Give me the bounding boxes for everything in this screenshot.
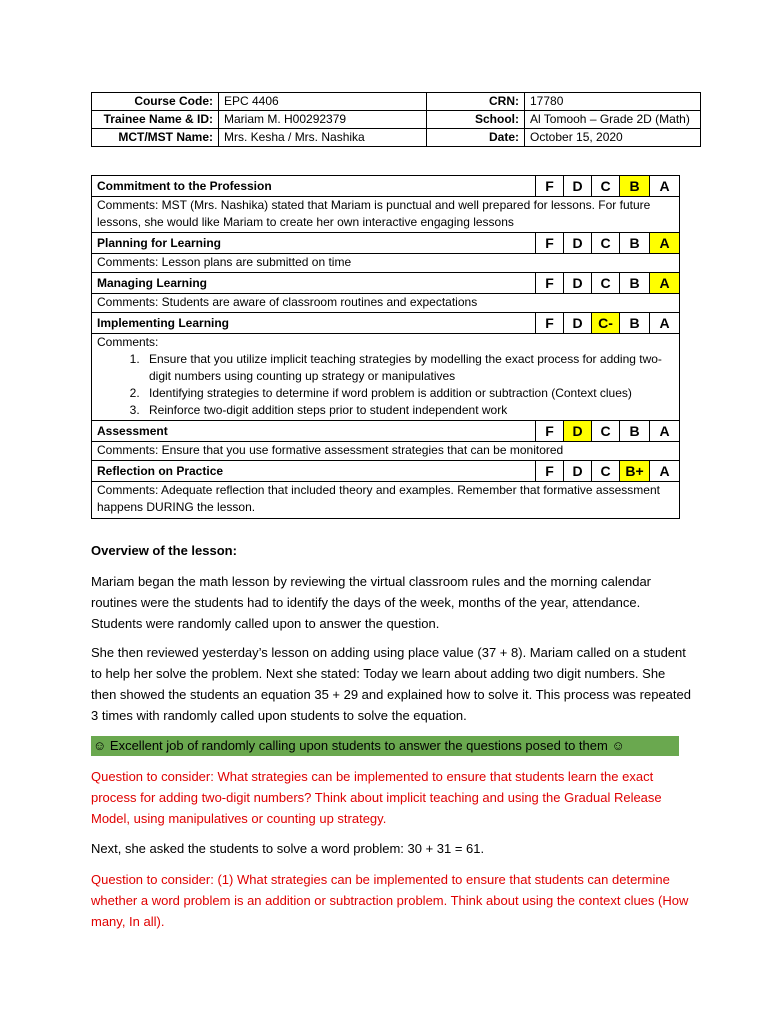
grade-cell: B bbox=[620, 421, 650, 442]
grade-cell-selected: D bbox=[564, 421, 592, 442]
grade-cell-selected: A bbox=[650, 233, 680, 254]
grade-cell: D bbox=[564, 461, 592, 482]
grade-cell: C bbox=[592, 233, 620, 254]
grade-cell-selected: B+ bbox=[620, 461, 650, 482]
grade-cell: B bbox=[620, 233, 650, 254]
mct-label: MCT/MST Name: bbox=[92, 129, 219, 147]
overview-title: Overview of the lesson: bbox=[91, 543, 237, 558]
grade-cell: A bbox=[650, 176, 680, 197]
rubric-category-row bbox=[92, 176, 680, 197]
rubric-comment-row bbox=[92, 197, 680, 233]
rubric-comment-cell bbox=[92, 254, 680, 273]
grade-cell-selected: C- bbox=[592, 313, 620, 334]
grade-cell: F bbox=[536, 421, 564, 442]
question-to-consider-2: Question to consider: (1) What strategies can be implemented to ensure that students can determine whether a word problem is an addition or subtraction problem. Think about using the context clues (How many, In all). bbox=[91, 872, 689, 929]
grade-cell: C bbox=[592, 273, 620, 294]
overview-paragraph-1: Mariam began the math lesson by reviewing the virtual classroom rules and the morning calendar routines were the students had to identify the days of the week, months of the year, attendance. Students were randomly called upon to answer the question. bbox=[91, 574, 652, 631]
list-item: 3. Reinforce two-digit addition steps prior to student independent work bbox=[143, 402, 674, 419]
rubric-comment-cell bbox=[92, 294, 680, 313]
course-info-row bbox=[92, 111, 701, 129]
course-info-table bbox=[91, 92, 701, 147]
rubric-category-row bbox=[92, 273, 680, 294]
grade-cell: D bbox=[564, 176, 592, 197]
grade-cell: D bbox=[564, 273, 592, 294]
grade-cell: A bbox=[650, 313, 680, 334]
list-item: 2. Identifying strategies to determine if word problem is addition or subtraction (Context clues) bbox=[143, 385, 674, 402]
rubric-table bbox=[91, 175, 680, 519]
rubric-comment-cell bbox=[92, 197, 680, 233]
rubric-comment-cell bbox=[92, 334, 680, 421]
course-info-row bbox=[92, 129, 701, 147]
grade-cell: F bbox=[536, 273, 564, 294]
crn-label: CRN: bbox=[427, 93, 525, 111]
grade-cell: C bbox=[592, 176, 620, 197]
list-item: 1. Ensure that you utilize implicit teaching strategies by modelling the exact process for adding two-digit numbers using counting up strategy or manipulatives bbox=[143, 351, 674, 385]
rubric-comment-text: Comments: Ensure that you use formative assessment strategies that can be monitored bbox=[97, 443, 564, 457]
rubric-comment-row bbox=[92, 442, 680, 461]
smiley-icon: ☺ bbox=[93, 738, 107, 753]
rubric-comment-cell bbox=[92, 442, 680, 461]
grade-cell: C bbox=[592, 461, 620, 482]
grade-cell: F bbox=[536, 313, 564, 334]
grade-cell: B bbox=[620, 313, 650, 334]
rubric-comment-row bbox=[92, 294, 680, 313]
grade-cell-selected: B bbox=[620, 176, 650, 197]
rubric-category-row bbox=[92, 421, 680, 442]
smiley-icon: ☺ bbox=[611, 738, 625, 753]
rubric-comment-row bbox=[92, 482, 680, 519]
overview-paragraph-2: She then reviewed yesterday’s lesson on adding using place value (37 + 8). Mariam called on a student to help her solve the problem. Next she stated: Today we learn about adding two digit numbers. She then showed the students an equation 35 + 29 and explained how to solve it. This process was repeated 3 times with randomly called upon students to solve the equation. bbox=[91, 645, 691, 723]
rubric-comment-cell bbox=[92, 482, 680, 519]
course-info-row bbox=[92, 93, 701, 111]
rubric-category-title: Assessment bbox=[92, 421, 536, 442]
grade-cell: B bbox=[620, 273, 650, 294]
praise-banner bbox=[91, 736, 679, 756]
school-value: Al Tomooh – Grade 2D (Math) bbox=[525, 111, 701, 129]
rubric-comment-text: Comments: MST (Mrs. Nashika) stated that Mariam is punctual and well prepared for lessons. For future lessons, she would like Mariam to create her own interactive engaging lessons bbox=[97, 198, 651, 229]
overview-paragraph-3: Next, she asked the students to solve a word problem: 30 + 31 = 61. bbox=[91, 841, 485, 856]
rubric-comment-text: Comments: Lesson plans are submitted on time bbox=[97, 255, 352, 269]
rubric-comment-list bbox=[97, 351, 674, 419]
course-code-label: Course Code: bbox=[92, 93, 219, 111]
grade-cell: A bbox=[650, 421, 680, 442]
rubric-category-row bbox=[92, 233, 680, 254]
mct-value: Mrs. Kesha / Mrs. Nashika bbox=[219, 129, 427, 147]
rubric-category-title: Managing Learning bbox=[92, 273, 536, 294]
rubric-category-title: Implementing Learning bbox=[92, 313, 536, 334]
crn-value: 17780 bbox=[525, 93, 701, 111]
question-to-consider-1: Question to consider: What strategies can be implemented to ensure that students learn the exact process for adding two-digit numbers? Think about implicit teaching and using the Gradual Release Model, using manipulatives or counting up strategy. bbox=[91, 769, 662, 826]
school-label: School: bbox=[427, 111, 525, 129]
trainee-label: Trainee Name & ID: bbox=[92, 111, 219, 129]
course-code-value: EPC 4406 bbox=[219, 93, 427, 111]
grade-cell: D bbox=[564, 313, 592, 334]
rubric-comment-row bbox=[92, 334, 680, 421]
rubric-category-row bbox=[92, 461, 680, 482]
rubric-category-title: Commitment to the Profession bbox=[92, 176, 536, 197]
trainee-value: Mariam M. H00292379 bbox=[219, 111, 427, 129]
rubric-comment-text: Comments: Students are aware of classroom routines and expectations bbox=[97, 295, 478, 309]
grade-cell: F bbox=[536, 461, 564, 482]
rubric-comment-text: Comments: Adequate reflection that included theory and examples. Remember that formative assessment happens DURING the lesson. bbox=[97, 483, 660, 514]
grade-cell: C bbox=[592, 421, 620, 442]
grade-cell: F bbox=[536, 233, 564, 254]
rubric-category-row bbox=[92, 313, 680, 334]
grade-cell: D bbox=[564, 233, 592, 254]
rubric-comment-text: Comments: bbox=[97, 335, 159, 349]
grade-cell: F bbox=[536, 176, 564, 197]
rubric-category-title: Planning for Learning bbox=[92, 233, 536, 254]
praise-text: Excellent job of randomly calling upon students to answer the questions posed to them bbox=[109, 738, 608, 753]
date-label: Date: bbox=[427, 129, 525, 147]
grade-cell: A bbox=[650, 461, 680, 482]
date-value: October 15, 2020 bbox=[525, 129, 701, 147]
rubric-comment-row bbox=[92, 254, 680, 273]
rubric-category-title: Reflection on Practice bbox=[92, 461, 536, 482]
grade-cell-selected: A bbox=[650, 273, 680, 294]
